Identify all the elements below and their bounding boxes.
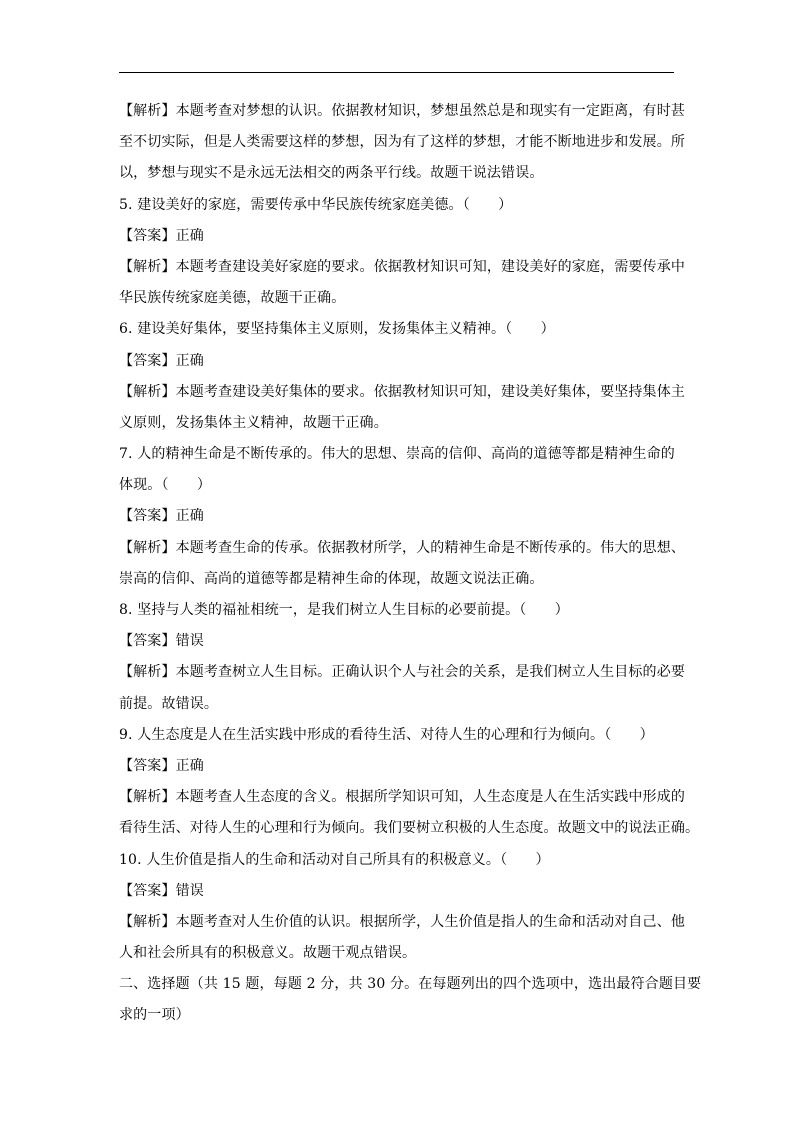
explanation-line: 至不切实际，但是人类需要这样的梦想，因为有了这样的梦想，才能不断地进步和发展。所 — [119, 134, 685, 151]
answer-line: 【答案】正确 — [119, 508, 204, 525]
explanation-line: 人和社会所具有的积极意义。故题干观点错误。 — [119, 945, 417, 962]
explanation-line: 义原则，发扬集体主义精神，故题干正确。 — [119, 414, 388, 431]
question-line: 10. 人生价值是指人的生命和活动对自己所具有的积极意义。（ ） — [119, 851, 550, 868]
explanation-line: 前提。故错误。 — [119, 695, 219, 712]
question-line: 7. 人的精神生命是不断传承的。伟大的思想、崇高的信仰、高尚的道德等都是精神生命的 — [119, 446, 675, 463]
explanation-line: 看待生活、对待人生的心理和行为倾向。我们要树立积极的人生态度。故题文中的说法正确。 — [119, 820, 700, 837]
explanation-line: 华民族传统家庭美德，故题干正确。 — [119, 290, 346, 307]
explanation-line: 【解析】本题考查生命的传承。依据教材所学，人的精神生命是不断传承的。伟大的思想、 — [119, 539, 685, 556]
question-line: 8. 坚持与人类的福祉相统一，是我们树立人生目标的必要前提。（ ） — [119, 602, 569, 618]
section-heading-line: 求的一项） — [119, 1007, 190, 1024]
document-body — [119, 96, 702, 1032]
header-rule — [119, 72, 674, 73]
explanation-line: 【解析】本题考查人生态度的含义。根据所学知识可知，人生态度是人在生活实践中形成的 — [119, 789, 685, 806]
question-line: 9. 人生态度是人在生活实践中形成的看待生活、对待人生的心理和行为倾向。（ ） — [119, 726, 654, 743]
explanation-line: 【解析】本题考查建设美好集体的要求。依据教材知识可知，建设美好集体，要坚持集体主 — [119, 383, 685, 400]
explanation-line: 【解析】本题考查对人生价值的认识。根据所学，人生价值是指人的生命和活动对自己、他 — [119, 913, 685, 930]
question-line: 5. 建设美好的家庭，需要传承中华民族传统家庭美德。（ ） — [119, 196, 513, 213]
answer-line: 【答案】正确 — [119, 757, 204, 774]
answer-line: 【答案】正确 — [119, 227, 204, 244]
answer-line: 【答案】错误 — [119, 882, 204, 899]
question-line: 6. 建设美好集体，要坚持集体主义原则，发扬集体主义精神。（ ） — [119, 321, 555, 338]
question-line: 体现。（ ） — [119, 477, 212, 494]
section-heading-line: 二、选择题（共 15 题，每题 2 分，共 30 分。在每题列出的四个选项中，选出最符合题目要 — [119, 976, 702, 993]
explanation-line: 【解析】本题考查建设美好家庭的要求。依据教材知识可知，建设美好的家庭，需要传承中 — [119, 258, 685, 275]
answer-line: 【答案】错误 — [119, 633, 204, 650]
explanation-line: 崇高的信仰、高尚的道德等都是精神生命的体现，故题文说法正确。 — [119, 570, 544, 587]
answer-line: 【答案】正确 — [119, 352, 204, 369]
explanation-line: 【解析】本题考查树立人生目标。正确认识个人与社会的关系，是我们树立人生目标的必要 — [119, 664, 685, 681]
explanation-line: 【解析】本题考查对梦想的认识。依据教材知识，梦想虽然总是和现实有一定距离，有时甚 — [119, 103, 685, 119]
explanation-line: 以，梦想与现实不是永远无法相交的两条平行线。故题干说法错误。 — [119, 165, 544, 182]
